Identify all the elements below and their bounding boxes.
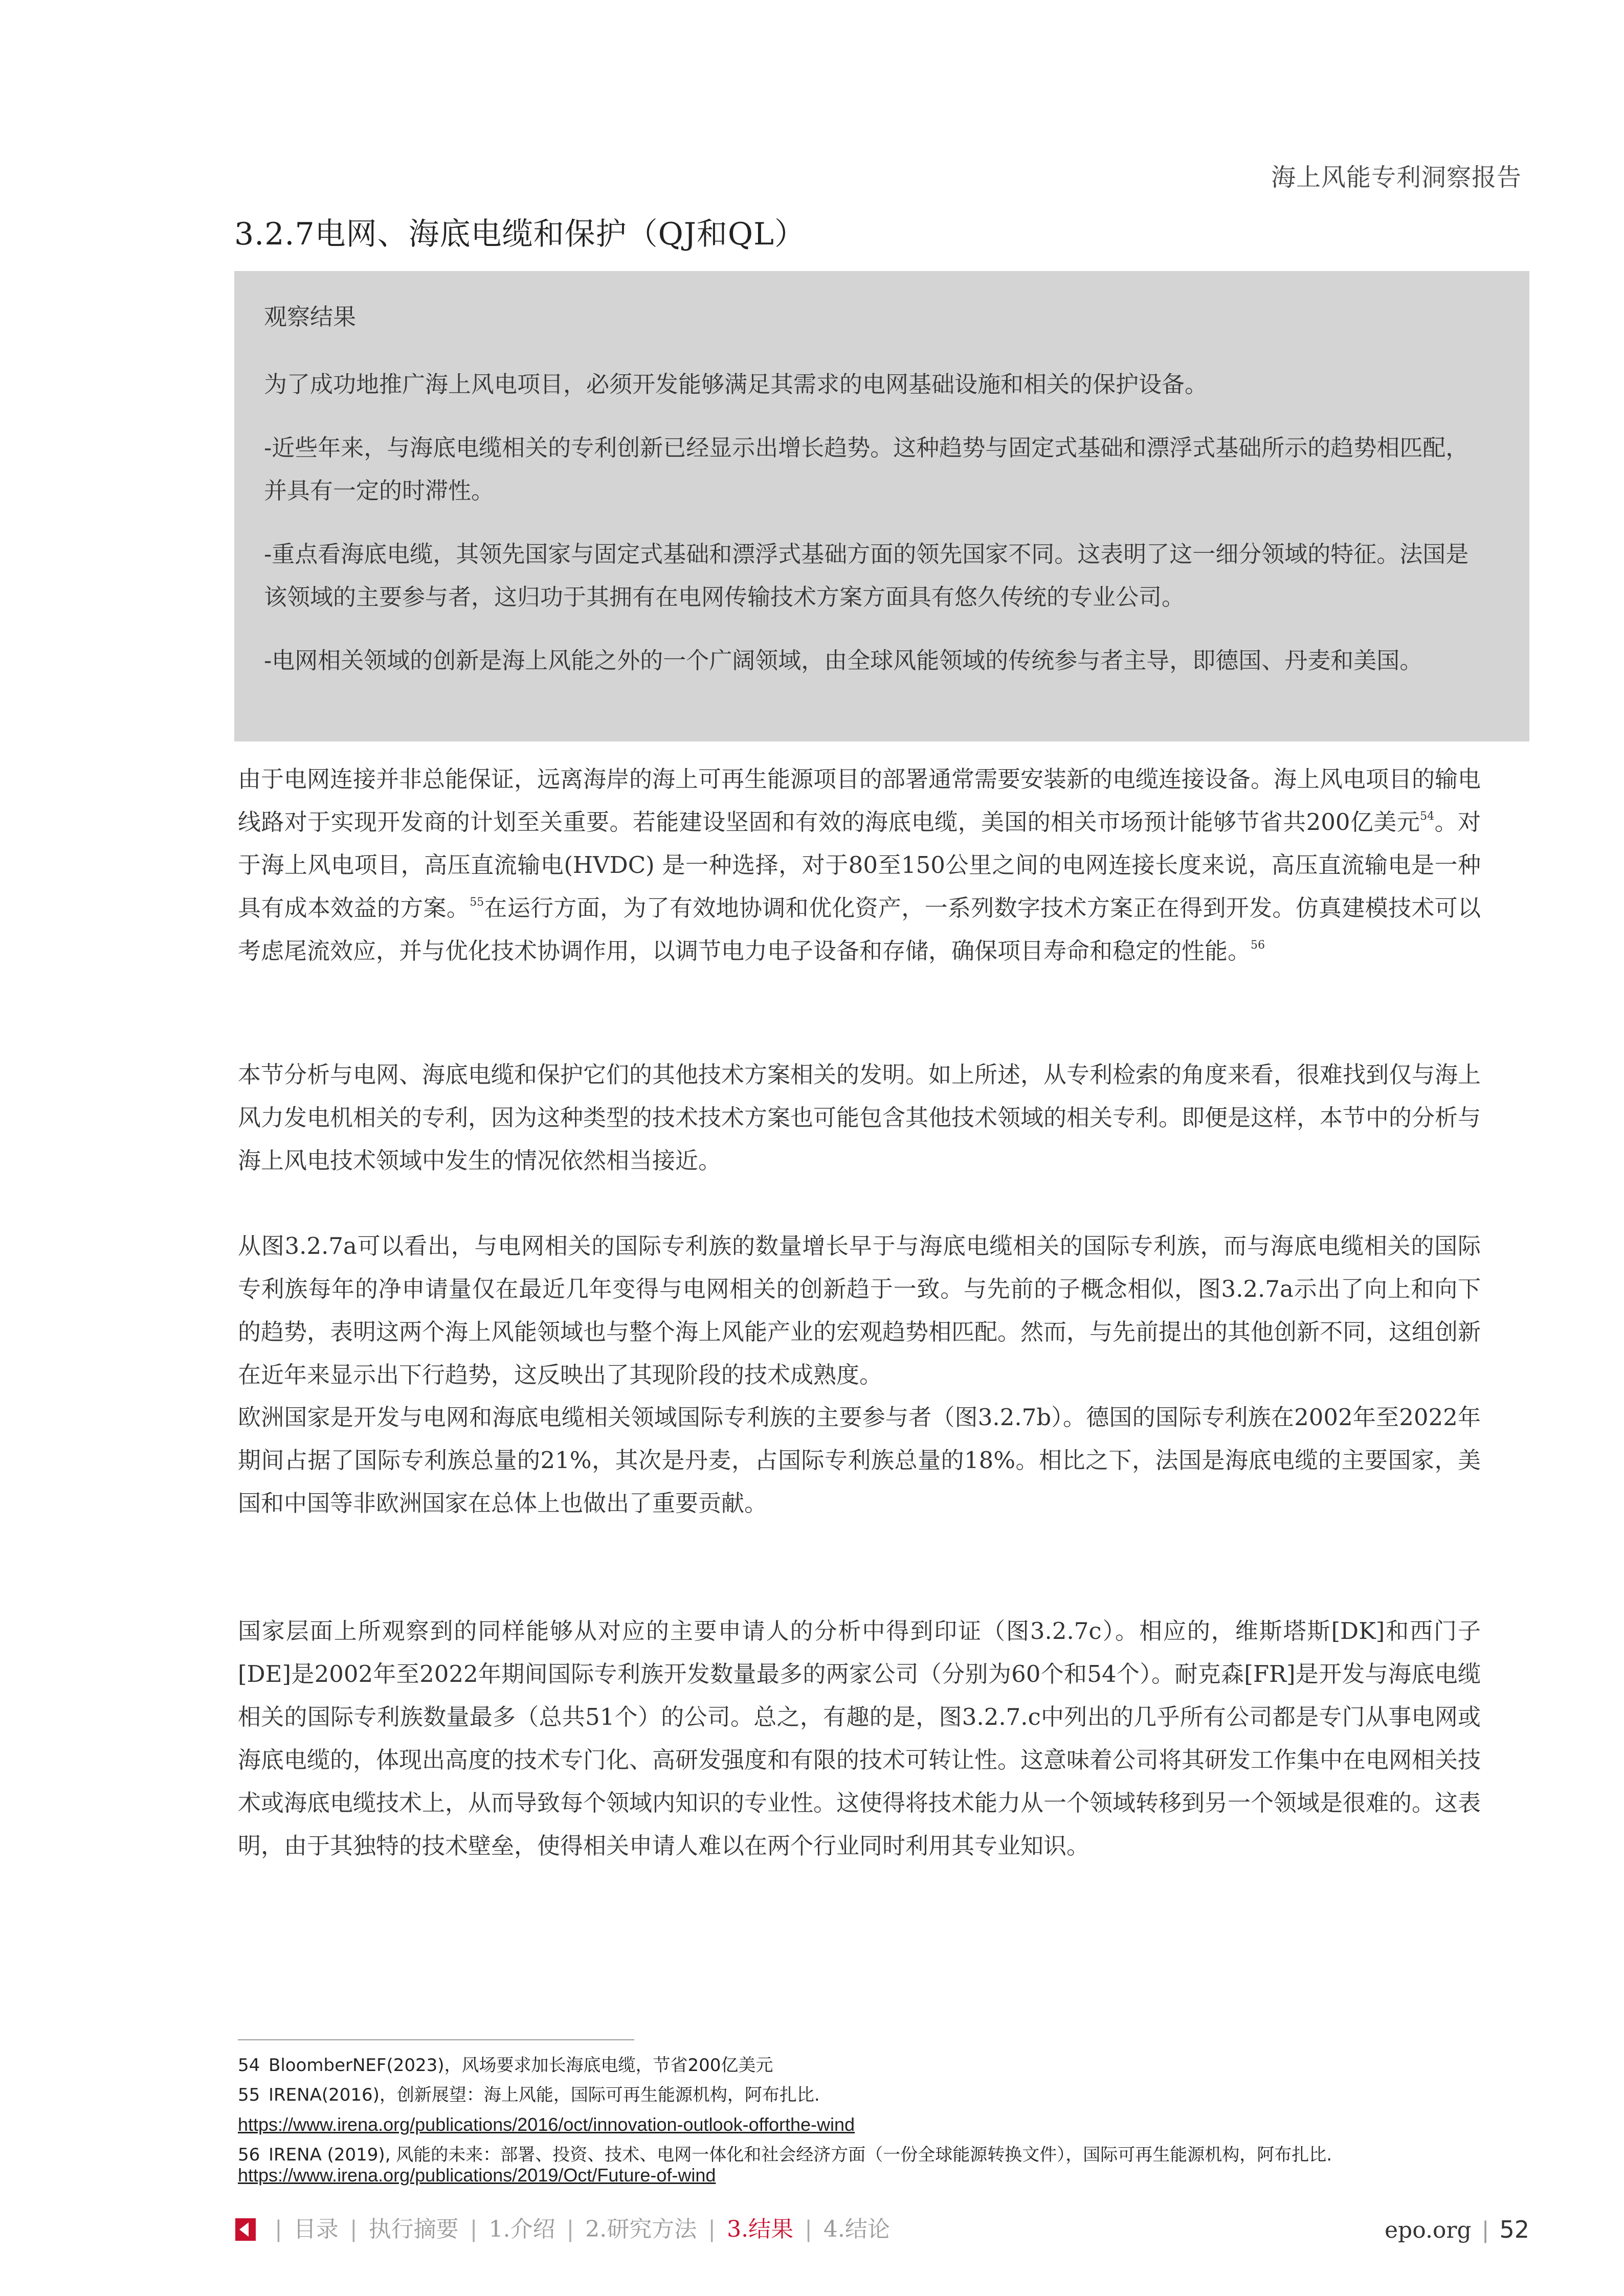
body-paragraph-5: 国家层面上所观察到的同样能够从对应的主要申请人的分析中得到印证（图3.2.7c）。相应的，维斯塔斯[DK]和西门子[DE]是2002年至2022年期间国际专利族开发数量最多的两家公司（分别为60个和54个）。耐克森[FR]是开发与海底电缆相关的国际专利族数量最多（总共51个）的公司。总之，有趣的是，图3.2.7.c中列出的几乎所有公司都是专门从事电网或海底电缆的，体现出高度的技术专门化、高研发强度和有限的技术可转让性。这意味着公司将其研发工作集中在电网相关技术或海底电缆技术上，从而导致每个领域内知识的专业性。这使得将技术能力从一个领域转移到另一个领域是很难的。这表明，由于其独特的技术壁垒，使得相关申请人难以在两个行业同时利用其专业知识。: [238, 1617, 1481, 1859]
findings-paragraph-3: -重点看海底电缆，其领先国家与固定式基础和漂浮式基础方面的领先国家不同。这表明了这一细分领域的特征。法国是该领域的主要参与者，这归功于其拥有在电网传输技术方案方面具有悠久传统的专业公司。: [264, 541, 1469, 611]
nav-item-executive-summary[interactable]: 执行摘要: [368, 2216, 459, 2242]
back-arrow-icon[interactable]: [235, 2218, 256, 2241]
footnote-text: BloomberNEF(2023)，风场要求加长海底电缆，节省200亿美元: [269, 2055, 773, 2076]
page-footer: [235, 2214, 1529, 2245]
nav-item-methodology[interactable]: 2.研究方法: [585, 2216, 697, 2242]
footnote-ref-55[interactable]: 55: [470, 896, 484, 909]
nav-separator: |: [275, 2216, 282, 2242]
footnote-55-link-line: [238, 2110, 1547, 2140]
findings-paragraph-4: -电网相关领域的创新是海上风能之外的一个广阔领域，由全球风能领域的传统参与者主导，即德国、丹麦和美国。: [264, 647, 1423, 674]
body-paragraph-1-part-b: 。对于海上风电项目，高压直流输电(HVDC) 是一种选择，对于80至150公里之间的电网连接长度来说，高压直流输电是一种具有成本效益的方案。: [238, 808, 1481, 921]
footnote-55: [238, 2080, 1547, 2110]
footnote-divider: [238, 2039, 634, 2040]
footnote-ref-56[interactable]: 56: [1251, 939, 1265, 952]
footnote-54: [238, 2051, 1547, 2080]
nav-separator: |: [349, 2216, 358, 2242]
footnote-number: 56: [238, 2145, 260, 2165]
footnote-56-link[interactable]: https://www.irena.org/publications/2019/Oct/Future-of-wind: [238, 2165, 716, 2186]
findings-paragraph-2: -近些年来，与海底电缆相关的专利创新已经显示出增长趋势。这种趋势与固定式基础和漂浮式基础所示的趋势相匹配，并具有一定的时滞性。: [264, 434, 1469, 504]
nav-separator: |: [566, 2216, 574, 2242]
nav-item-results[interactable]: 3.结果: [727, 2216, 794, 2242]
footer-nav: [263, 2214, 890, 2245]
footer-separator: |: [1481, 2217, 1489, 2243]
nav-separator: |: [708, 2216, 716, 2242]
footnotes: [238, 2051, 1547, 2191]
page-number: 52: [1499, 2216, 1529, 2243]
footnote-number: 55: [238, 2085, 260, 2105]
nav-separator: |: [805, 2216, 812, 2242]
footer-right: [1385, 2214, 1529, 2246]
nav-item-introduction[interactable]: 1.介绍: [488, 2216, 555, 2242]
footnote-number: 54: [238, 2055, 260, 2076]
findings-box: [234, 271, 1529, 741]
nav-item-toc[interactable]: 目录: [293, 2216, 339, 2242]
body-paragraph-1-part-c: 在运行方面，为了有效地协调和优化资产，一系列数字技术方案正在得到开发。仿真建模技术可以考虑尾流效应，并与优化技术协调作用，以调节电力电子设备和存储，确保项目寿命和稳定的性能。: [238, 894, 1481, 964]
footnote-text: IRENA(2016)，创新展望：海上风能，国际可再生能源机构，阿布扎比.: [269, 2085, 820, 2105]
findings-paragraph-1: 为了成功地推广海上风电项目，必须开发能够满足其需求的电网基础设施和相关的保护设备。: [264, 371, 1208, 398]
body-paragraph-1: [238, 758, 1481, 973]
body-paragraph-3: 从图3.2.7a可以看出，与电网相关的国际专利族的数量增长早于与海底电缆相关的国际专利族，而与海底电缆相关的国际专利族每年的净申请量仅在最近几年变得与电网相关的创新趋于一致。与先前的子概念相似，图3.2.7a示出了向上和向下的趋势，表明这两个海上风能领域也与整个海上风能产业的宏观趋势相匹配。然而，与先前提出的其他创新不同，这组创新在近年来显示出下行趋势，这反映出了其现阶段的技术成熟度。: [238, 1232, 1481, 1388]
findings-title: 观察结果: [264, 303, 357, 330]
site-link[interactable]: epo.org: [1385, 2217, 1472, 2243]
body-paragraph-2: 本节分析与电网、海底电缆和保护它们的其他技术方案相关的发明。如上所述，从专利检索的角度来看，很难找到仅与海上风力发电机相关的专利，因为这种类型的技术技术方案也可能包含其他技术领域的相关专利。即便是这样，本节中的分析与海上风电技术领域中发生的情况依然相当接近。: [238, 1061, 1481, 1174]
nav-item-conclusion[interactable]: 4.结论: [823, 2216, 890, 2242]
footnote-55-link[interactable]: https://www.irena.org/publications/2016/oct/innovation-outlook-offorthe-wind: [238, 2114, 855, 2135]
body-paragraph-4: 欧洲国家是开发与电网和海底电缆相关领域国际专利族的主要参与者（图3.2.7b）。德国的国际专利族在2002年至2022年期间占据了国际专利族总量的21%，其次是丹麦，占国际专利族总量的18%。相比之下，法国是海底电缆的主要国家，美国和中国等非欧洲国家在总体上也做出了重要贡献。: [238, 1404, 1481, 1517]
section-title: 3.2.7电网、海底电缆和保护（QJ和QL）: [234, 216, 806, 252]
body-paragraph-1-part-a: 由于电网连接并非总能保证，远离海岸的海上可再生能源项目的部署通常需要安装新的电缆连接设备。海上风电项目的输电线路对于实现开发商的计划至关重要。若能建设坚固和有效的海底电缆，美国的相关市场预计能够节省共200亿美元: [238, 766, 1481, 836]
footnote-text: IRENA (2019), 风能的未来：部署、投资、技术、电网一体化和社会经济方面（一份全球能源转换文件），国际可再生能源机构，阿布扎比.: [269, 2145, 1332, 2165]
footnote-ref-54[interactable]: 54: [1420, 810, 1435, 823]
report-title: 海上风能专利洞察报告: [1271, 163, 1522, 192]
nav-separator: |: [470, 2216, 478, 2242]
